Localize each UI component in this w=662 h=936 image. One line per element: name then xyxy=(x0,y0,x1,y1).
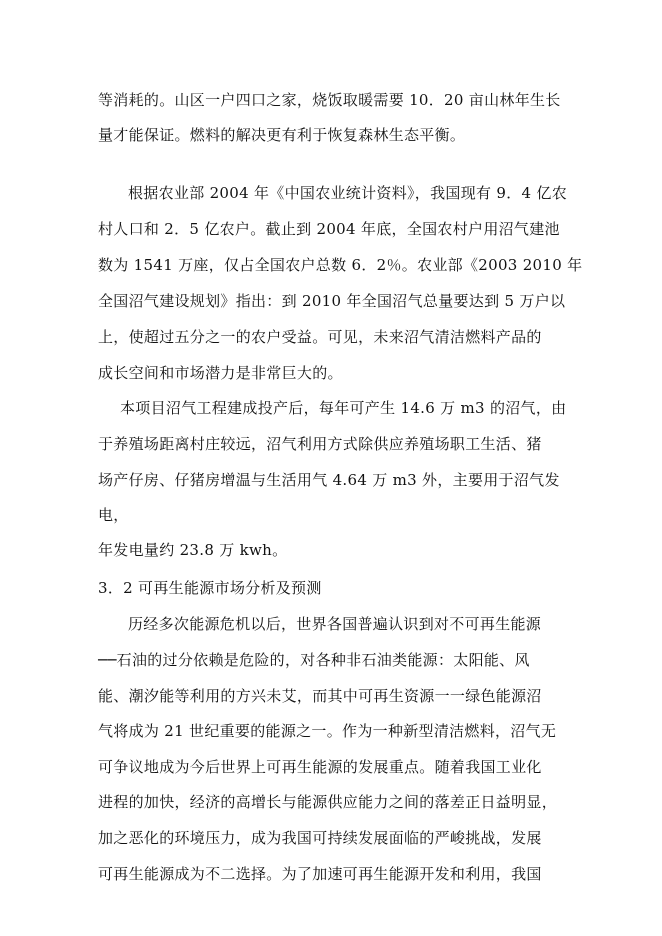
paragraph-line: 电， xyxy=(98,506,129,524)
paragraph-line: 等消耗的。山区一户四口之家，烧饭取暖需要 10．20 亩山林年生长 xyxy=(98,91,561,109)
paragraph-line: 加之恶化的环境压力，成为我国可持续发展面临的严峻挑战，发展 xyxy=(98,829,542,847)
paragraph-line: ──石油的过分依赖是危险的，对各种非石油类能源：太阳能、风 xyxy=(98,651,530,669)
paragraph-line: 可再生能源成为不二选择。为了加速可再生能源开发和利用，我国 xyxy=(98,865,542,883)
paragraph-line: 数为 1541 万座，仅占全国农户总数 6．2％。农业部《2003 2010 年 xyxy=(98,256,583,274)
paragraph-line: 年发电量约 23.8 万 kwh。 xyxy=(98,541,288,559)
paragraph-line: 成长空间和市场潜力是非常巨大的。 xyxy=(98,364,343,382)
paragraph-line: 于养殖场距离村庄较远，沼气利用方式除供应养殖场职工生活、猪 xyxy=(98,435,542,453)
paragraph-line: 村人口和 2．5 亿农户。截止到 2004 年底，全国农村户用沼气建池 xyxy=(98,220,560,238)
paragraph-line: 可争议地成为今后世界上可再生能源的发展重点。随着我国工业化 xyxy=(98,758,542,776)
paragraph-line: 进程的加快，经济的高增长与能源供应能力之间的落差正日益明显， xyxy=(98,793,558,811)
paragraph-line: 上，使超过五分之一的农户受益。可见，未来沼气清洁燃料产品的 xyxy=(98,328,542,346)
section-heading: 3．2 可再生能源市场分析及预测 xyxy=(98,579,322,597)
paragraph-line: 能、潮汐能等利用的方兴未艾，而其中可再生资源一一绿色能源沼 xyxy=(98,687,542,705)
paragraph-line: 气将成为 21 世纪重要的能源之一。作为一种新型清洁燃料，沼气无 xyxy=(98,722,557,740)
paragraph-line: 本项目沼气工程建成投产后，每年可产生 14.6 万 m3 的沼气，由 xyxy=(120,399,567,417)
paragraph-line: 全国沼气建设规划》指出：到 2010 年全国沼气总量要达到 5 万户以 xyxy=(98,292,566,310)
paragraph-line: 量才能保证。燃料的解决更有利于恢复森林生态平衡。 xyxy=(98,126,466,144)
paragraph-line: 根据农业部 2004 年《中国农业统计资料》，我国现有 9．4 亿农 xyxy=(128,184,568,202)
paragraph-line: 场产仔房、仔猪房增温与生活用气 4.64 万 m3 外，主要用于沼气发 xyxy=(98,471,560,489)
paragraph-line: 历经多次能源危机以后，世界各国普遍认识到对不可再生能源 xyxy=(128,615,542,633)
